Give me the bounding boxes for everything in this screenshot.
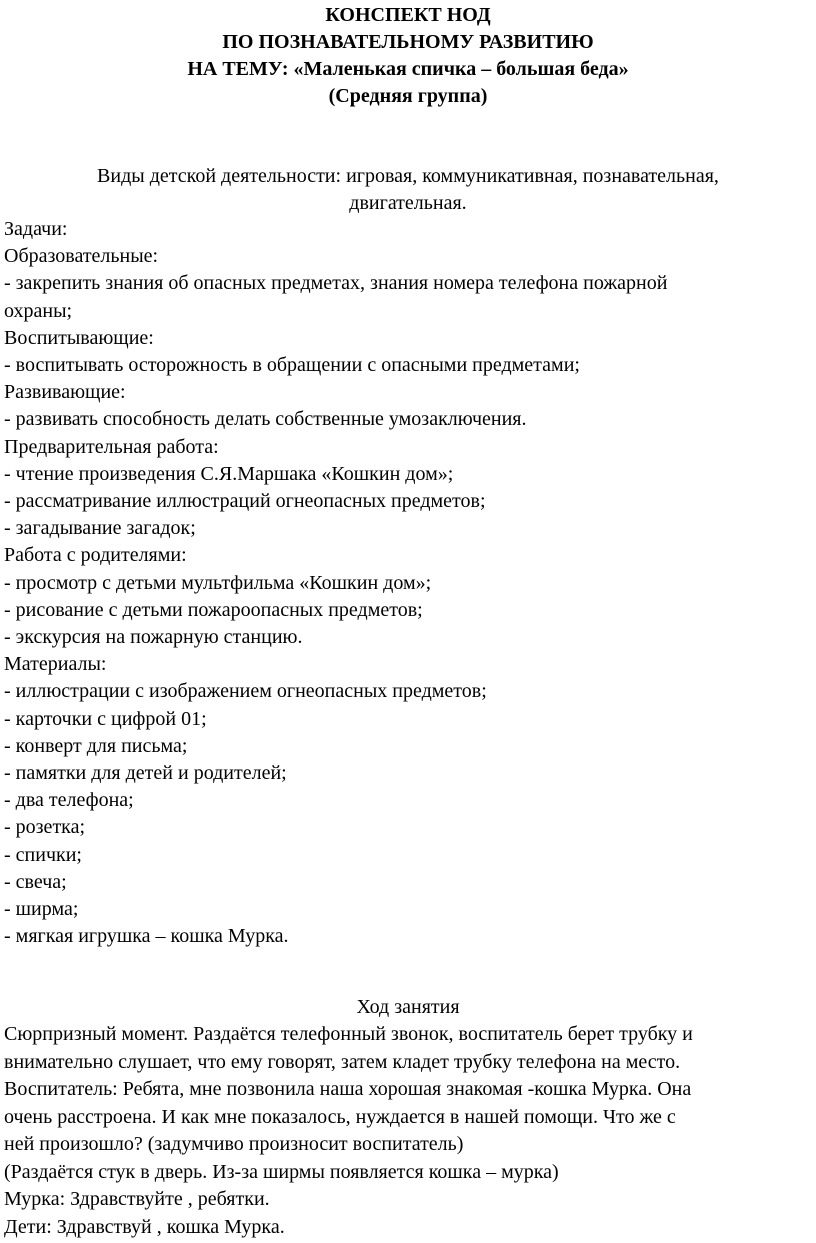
- text-line: - памятки для детей и родителей;: [4, 762, 287, 785]
- text-line: - спички;: [4, 843, 82, 866]
- text-line: Сюрпризный момент. Раздаётся телефонный звонок, воспитатель берет трубку и: [4, 1023, 693, 1045]
- text-line: - рассматривание иллюстраций огнеопасных предметов;: [4, 490, 486, 513]
- text-line: - чтение произведения С.Я.Маршака «Кошкин дом»;: [4, 462, 454, 485]
- activities-paragraph: [20, 163, 796, 217]
- text-line: - просмотр с детьми мультфильма «Кошкин дом»;: [4, 571, 432, 594]
- text-line: - розетка;: [4, 816, 86, 839]
- text-line: Задачи:: [4, 218, 68, 240]
- text-line: - воспитывать осторожность в обращении с опасными предметами;: [4, 354, 580, 377]
- text-line: - конверт для письма;: [4, 734, 188, 757]
- section-heading-hod-zanyatiya: Ход занятия: [356, 996, 460, 1018]
- text-line: Воспитатель: Ребята, мне позвонила наша хорошая знакомая -кошка Мурка. Она: [4, 1078, 692, 1100]
- text-line: - рисование с детьми пожароопасных предметов;: [4, 598, 423, 621]
- text-line: Образовательные:: [4, 245, 159, 268]
- activities-line-1: Виды детской деятельности: игровая, коммуникативная, познавательная,: [97, 165, 719, 187]
- text-line: - два телефона;: [4, 789, 134, 812]
- text-line: Материалы:: [4, 653, 107, 676]
- document-title: [0, 2, 816, 110]
- text-line: - мягкая игрушка – кошка Мурка.: [4, 925, 289, 948]
- text-line: Работа с родителями:: [4, 544, 187, 567]
- text-line: ней произошло? (задумчиво произносит воспитатель): [4, 1133, 464, 1155]
- title-line-1: КОНСПЕКТ НОД: [325, 4, 491, 26]
- text-line: очень расстроена. И как мне показалось, нуждается в нашей помощи. Что же с: [4, 1105, 676, 1128]
- text-line: - иллюстрации с изображением огнеопасных предметов;: [4, 680, 487, 703]
- text-line: Мурка: Здравствуйте , ребятки.: [4, 1188, 270, 1210]
- text-line: - ширма;: [4, 898, 79, 921]
- text-line: - карточки с цифрой 01;: [4, 707, 207, 730]
- text-line: - загадывание загадок;: [4, 517, 196, 540]
- title-line-2: ПО ПОЗНАВАТЕЛЬНОМУ РАЗВИТИЮ: [222, 31, 594, 53]
- text-line: - развивать способность делать собственные умозаключения.: [4, 408, 527, 431]
- text-line: Предварительная работа:: [4, 435, 219, 458]
- lesson-body: [4, 1021, 816, 1241]
- text-line: - закрепить знания об опасных предметах, знания номера телефона пожарной: [4, 272, 668, 295]
- plan-body: [4, 216, 814, 950]
- text-line: внимательно слушает, что ему говорят, затем кладет трубку телефона на место.: [4, 1050, 681, 1073]
- title-line-3: НА ТЕМУ: «Маленькая спичка – большая беда»: [187, 58, 629, 80]
- text-line: - экскурсия на пожарную станцию.: [4, 626, 303, 649]
- text-line: Развивающие:: [4, 381, 126, 404]
- text-line: (Раздаётся стук в дверь. Из-за ширмы появляется кошка – мурка): [4, 1160, 559, 1183]
- activities-line-2: двигательная.: [349, 192, 467, 214]
- text-line: Дети: Здравствуй , кошка Мурка.: [4, 1215, 285, 1238]
- text-line: Воспитывающие:: [4, 326, 154, 349]
- text-line: - свеча;: [4, 870, 67, 893]
- title-line-4: (Средняя группа): [328, 85, 488, 107]
- text-line: охраны;: [4, 299, 73, 322]
